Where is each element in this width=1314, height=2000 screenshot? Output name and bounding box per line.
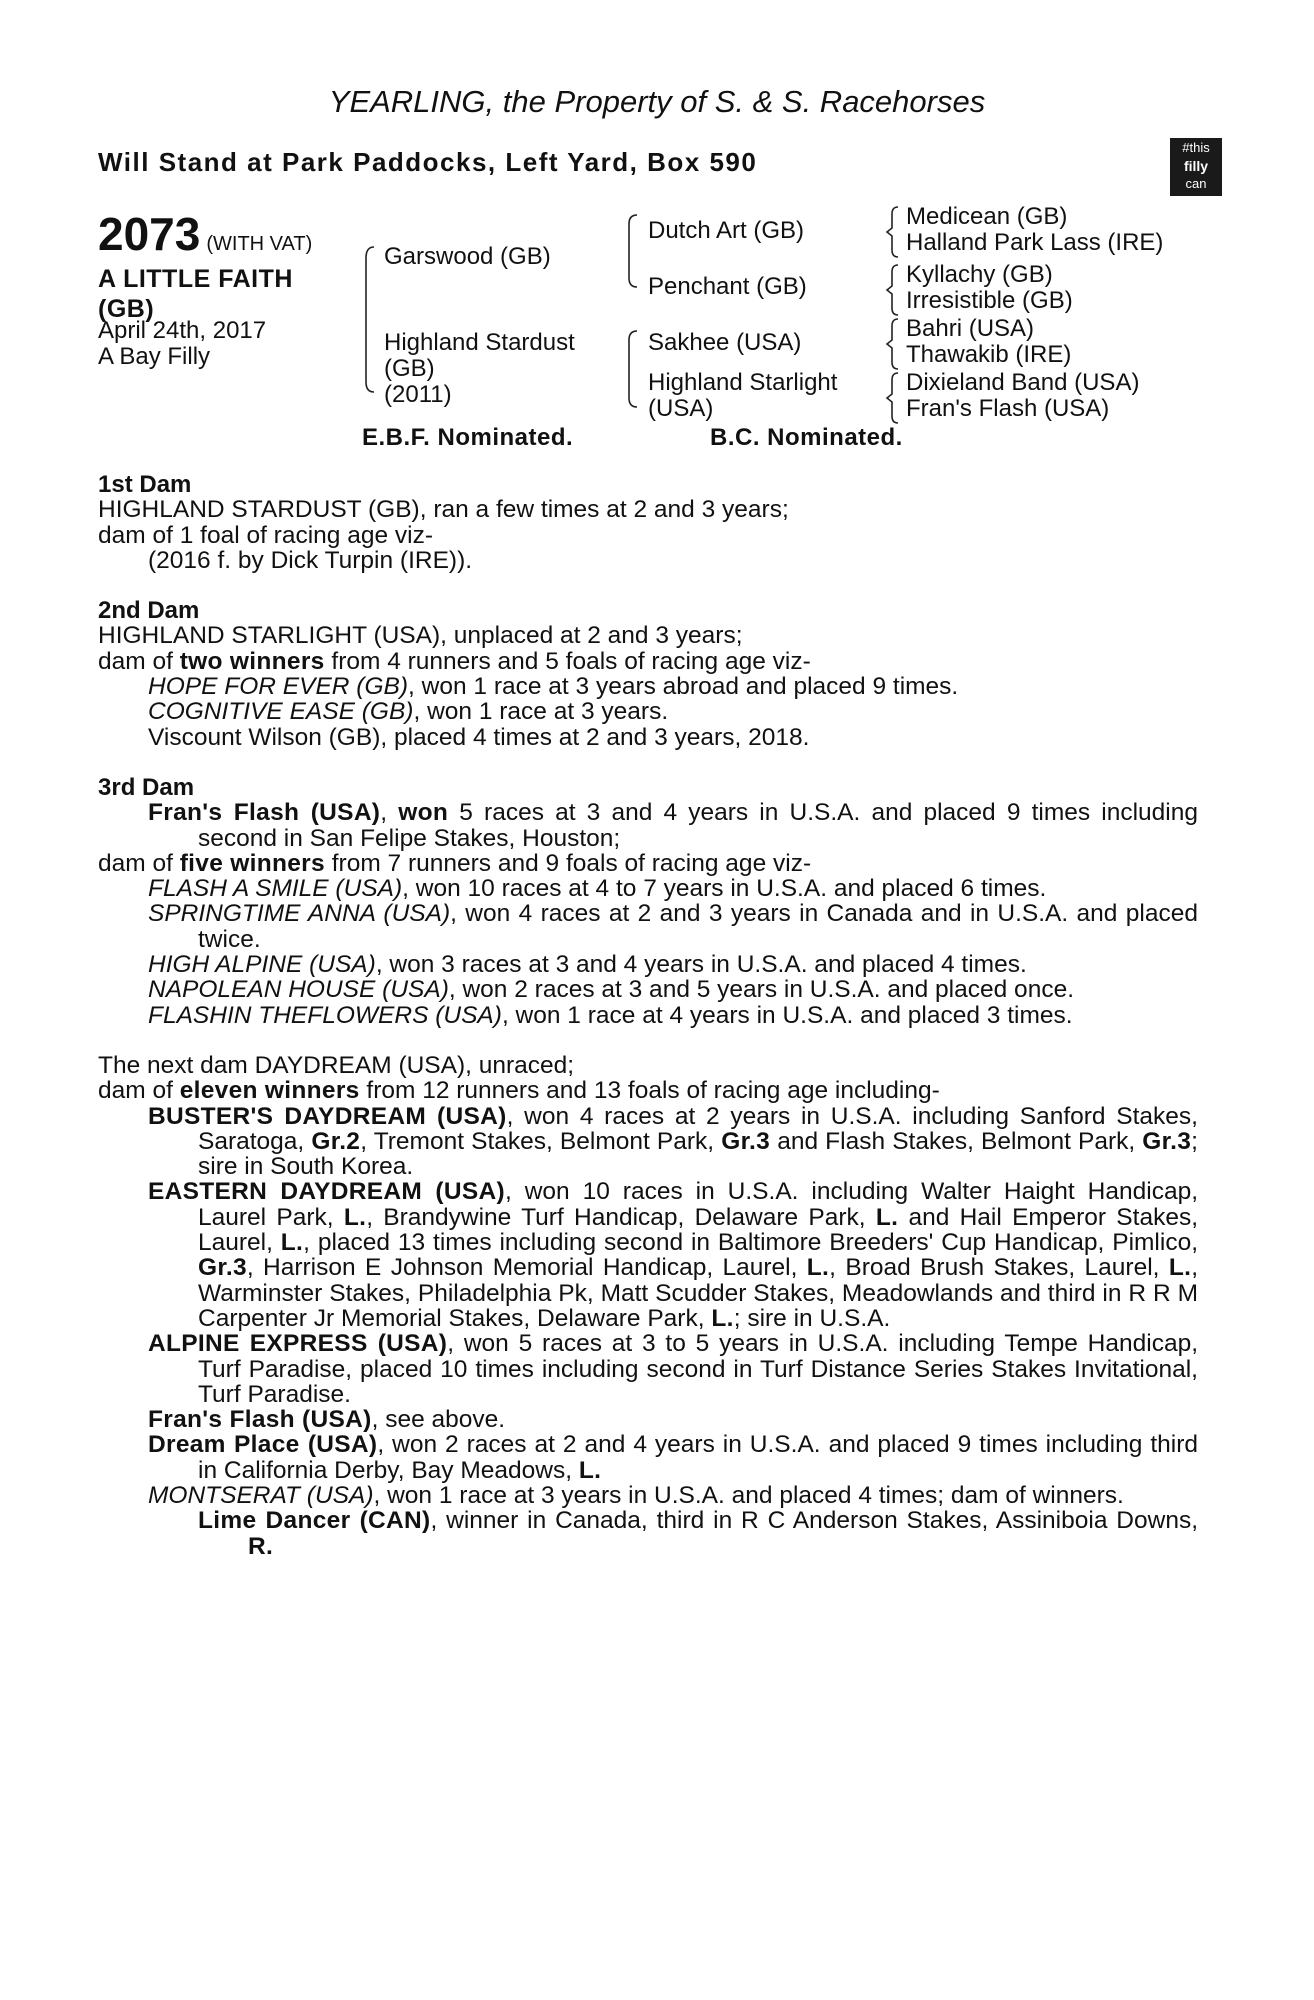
second-dam-line1: HIGHLAND STARLIGHT (USA), unplaced at 2 and 3 years;	[98, 622, 743, 650]
bracket-g3	[886, 318, 902, 370]
bracket-g2	[886, 264, 902, 316]
dam-line1: Highland Stardust	[384, 329, 575, 356]
third-dam-produce	[98, 851, 1198, 876]
bc-nomination: B.C. Nominated.	[710, 424, 903, 451]
listed-mark: L.	[1168, 1254, 1192, 1282]
text: dam of	[98, 1077, 180, 1105]
progeny-entry	[98, 876, 1198, 901]
logo-line1: #this	[1182, 140, 1210, 155]
progeny-name: FLASHIN THEFLOWERS (USA)	[148, 1001, 502, 1029]
text: , Tremont Stakes, Belmont Park,	[360, 1127, 722, 1155]
text: ; sire in South Korea.	[198, 1127, 1198, 1181]
winner-count: two winners	[179, 647, 325, 675]
won-label: won	[398, 799, 449, 827]
progeny-entry	[98, 1407, 1198, 1432]
winner-count: five winners	[179, 849, 325, 877]
granddam-g3: Kyllachy (GB)	[906, 261, 1053, 288]
progeny-name: Fran's Flash (USA)	[148, 1406, 372, 1434]
progeny-name: SPRINGTIME ANNA (USA)	[148, 900, 451, 928]
horse-name-line1: A LITTLE FAITH	[98, 265, 293, 293]
grade: Gr.3	[721, 1127, 771, 1155]
horse-name	[98, 264, 293, 324]
first-dam-heading: 1st Dam	[98, 471, 192, 498]
progeny-name: NAPOLEAN HOUSE (USA)	[148, 976, 449, 1004]
progeny-name: FLASH A SMILE (USA)	[148, 875, 403, 903]
progeny-name: BUSTER'S DAYDREAM (USA)	[148, 1102, 507, 1130]
text: , winner in Canada, third in R C Anderson Stakes, Assiniboia Downs,	[430, 1507, 1198, 1535]
granddam-g5: Bahri (USA)	[906, 315, 1035, 342]
text: , won 10 races in U.S.A. including Walter Haight Handicap, Laurel Park,	[198, 1178, 1199, 1231]
third-dam-heading: 3rd Dam	[98, 773, 195, 801]
progeny-record: , won 1 race at 3 years.	[413, 698, 669, 726]
second-dam-section	[98, 598, 1198, 750]
dam-line-bracket	[624, 330, 644, 410]
dam-line3: (2011)	[384, 381, 452, 408]
progeny-name: ALPINE EXPRESS (USA)	[148, 1330, 448, 1358]
grade: Gr.2	[311, 1127, 361, 1155]
dam-line2: (GB)	[384, 355, 435, 382]
text: , won 4 races at 2 years in U.S.A. including Sanford Stakes, Saratoga,	[198, 1102, 1198, 1155]
listed-mark: L.	[343, 1203, 367, 1231]
text: , Brandywine Turf Handicap, Delaware Park,	[366, 1203, 876, 1231]
text: , placed 13 times including second in Baltimore Breeders' Cup Handicap, Pimlico,	[303, 1229, 1199, 1257]
listed-mark: L.	[280, 1229, 304, 1257]
progeny-entry	[98, 699, 1198, 724]
progeny-record: , won 3 races at 3 and 4 years in U.S.A. and placed 4 times.	[375, 951, 1027, 979]
progeny-entry	[98, 1483, 1198, 1508]
this-filly-can-logo	[1170, 138, 1222, 196]
text: , Broad Brush Stakes, Laurel,	[829, 1254, 1169, 1282]
listed-mark: L.	[875, 1203, 899, 1231]
text: ,	[380, 799, 399, 827]
lot-number	[98, 208, 312, 270]
sire-dam: Penchant (GB)	[648, 273, 807, 300]
progeny-entry	[98, 1331, 1198, 1407]
first-dam-foal: (2016 f. by Dick Turpin (IRE)).	[148, 546, 473, 574]
first-dam-line2: dam of 1 foal of racing age viz-	[98, 521, 434, 549]
sire-sire: Dutch Art (GB)	[648, 217, 805, 244]
vat-note: (WITH VAT)	[206, 233, 313, 255]
sire-dam-bracket	[360, 246, 380, 396]
first-dam-section	[98, 472, 1198, 573]
winner-count: eleven winners	[179, 1077, 360, 1105]
progeny-name: HOPE FOR EVER (GB)	[148, 673, 409, 701]
listed-mark: L.	[711, 1304, 734, 1332]
listed-mark: L.	[578, 1456, 602, 1484]
text: dam of	[98, 849, 180, 877]
text: , won 5 races at 3 to 5 years in U.S.A. including Tempe Handicap, Turf Paradise, placed 10 times including second in Turf Distance Series Stakes Invitational, Turf Paradise.	[198, 1330, 1199, 1408]
progeny-record: , won 2 races at 3 and 5 years in U.S.A. and placed once.	[448, 976, 1074, 1004]
progeny-entry	[98, 1104, 1198, 1180]
third-dam-section	[98, 775, 1198, 1028]
second-dam-line2	[98, 649, 1198, 674]
text: and Flash Stakes, Belmont Park,	[770, 1127, 1143, 1155]
progeny-name: MONTSERAT (USA)	[148, 1481, 374, 1509]
stand-location: Will Stand at Park Paddocks, Left Yard, Box 590	[98, 147, 758, 177]
sire: Garswood (GB)	[384, 243, 551, 270]
text: ; sire in U.S.A.	[733, 1304, 891, 1332]
lot-number-value: 2073	[98, 208, 201, 260]
granddam-g6: Thawakib (IRE)	[906, 341, 1072, 368]
horse-description: A Bay Filly	[98, 343, 211, 370]
grade: Gr.3	[198, 1254, 247, 1282]
dam-dam-line2: (USA)	[648, 395, 714, 422]
logo-line3: can	[1185, 176, 1207, 191]
progeny-entry	[98, 1003, 1198, 1028]
progeny-record: , won 1 race at 4 years in U.S.A. and placed 3 times.	[501, 1001, 1073, 1029]
progeny-record: , won 4 races at 2 and 3 years in Canada and in U.S.A. and placed twice.	[198, 900, 1198, 953]
text: dam of	[98, 647, 180, 675]
progeny-name: Dream Place (USA)	[148, 1431, 378, 1459]
grand-progeny-entry	[98, 1508, 1198, 1559]
dam-sire: Sakhee (USA)	[648, 329, 802, 356]
progeny-entry	[98, 901, 1198, 952]
granddam-g1: Medicean (GB)	[906, 203, 1068, 230]
granddam-g4: Irresistible (GB)	[906, 287, 1073, 314]
page-title: YEARLING, the Property of S. & S. Racehorses	[328, 84, 986, 119]
third-dam-name: Fran's Flash (USA)	[148, 799, 381, 827]
progeny-name: Lime Dancer (CAN)	[198, 1507, 431, 1535]
granddam-g7: Dixieland Band (USA)	[906, 369, 1140, 396]
progeny-name: EASTERN DAYDREAM (USA)	[148, 1178, 505, 1206]
progeny-entry	[98, 1432, 1198, 1483]
next-dam-line1: The next dam DAYDREAM (USA), unraced;	[98, 1051, 575, 1079]
progeny-name: HIGH ALPINE (USA)	[148, 951, 376, 979]
bracket-g4	[886, 372, 902, 424]
foaling-date: April 24th, 2017	[98, 317, 267, 344]
catalogue-body	[98, 472, 1198, 1559]
progeny-entry	[98, 952, 1198, 977]
text: 5 races at 3 and 4 years in U.S.A. and placed 9 times including second in San Felipe Stakes, Houston;	[198, 799, 1198, 852]
progeny-record: , won 1 race at 3 years abroad and placed 9 times.	[408, 673, 959, 701]
third-dam-record	[148, 800, 1198, 851]
progeny-record: , won 10 races at 4 to 7 years in U.S.A. and placed 6 times.	[402, 875, 1047, 903]
text: , won 1 race at 3 years in U.S.A. and placed 4 times; dam of winners.	[373, 1481, 1124, 1509]
ebf-nomination: E.B.F. Nominated.	[362, 424, 574, 451]
progeny-entry: Viscount Wilson (GB), placed 4 times at 2 and 3 years, 2018.	[148, 723, 810, 751]
second-dam-heading: 2nd Dam	[98, 597, 200, 625]
text: from 4 runners and 5 foals of racing age viz-	[324, 647, 811, 675]
text: , won 2 races at 2 and 4 years in U.S.A. and placed 9 times including third in California Derby, Bay Meadows,	[198, 1431, 1198, 1484]
progeny-entry	[98, 977, 1198, 1002]
dam-dam-line1: Highland Starlight	[648, 369, 838, 396]
progeny-name: COGNITIVE EASE (GB)	[148, 698, 414, 726]
horse-name-line2: (GB)	[98, 295, 155, 323]
text: , Warminster Stakes, Philadelphia Pk, Matt Scudder Stakes, Meadowlands and third in R R M Carpenter Jr Memorial Stakes, Delaware Park,	[198, 1254, 1199, 1332]
progeny-entry	[98, 1179, 1198, 1331]
restricted-mark: R.	[248, 1532, 274, 1560]
listed-mark: L.	[806, 1254, 830, 1282]
grade: Gr.3	[1142, 1127, 1192, 1155]
next-dam-produce	[98, 1078, 1198, 1103]
sire-line-bracket	[624, 214, 644, 290]
first-dam-line1: HIGHLAND STARDUST (GB), ran a few times at 2 and 3 years;	[98, 496, 789, 524]
granddam-g8: Fran's Flash (USA)	[906, 395, 1110, 422]
next-dam-section	[98, 1053, 1198, 1559]
text: , see above.	[371, 1406, 506, 1434]
text: from 12 runners and 13 foals of racing age including-	[359, 1077, 940, 1105]
bracket-g1	[886, 206, 902, 258]
granddam-g2: Halland Park Lass (IRE)	[906, 229, 1164, 256]
text: and Hail Emperor Stakes, Laurel,	[198, 1203, 1198, 1257]
text: , Harrison E Johnson Memorial Handicap, Laurel,	[246, 1254, 807, 1282]
logo-line2: filly	[1183, 158, 1209, 174]
progeny-entry	[98, 674, 1198, 699]
text: from 7 runners and 9 foals of racing age viz-	[324, 849, 812, 877]
